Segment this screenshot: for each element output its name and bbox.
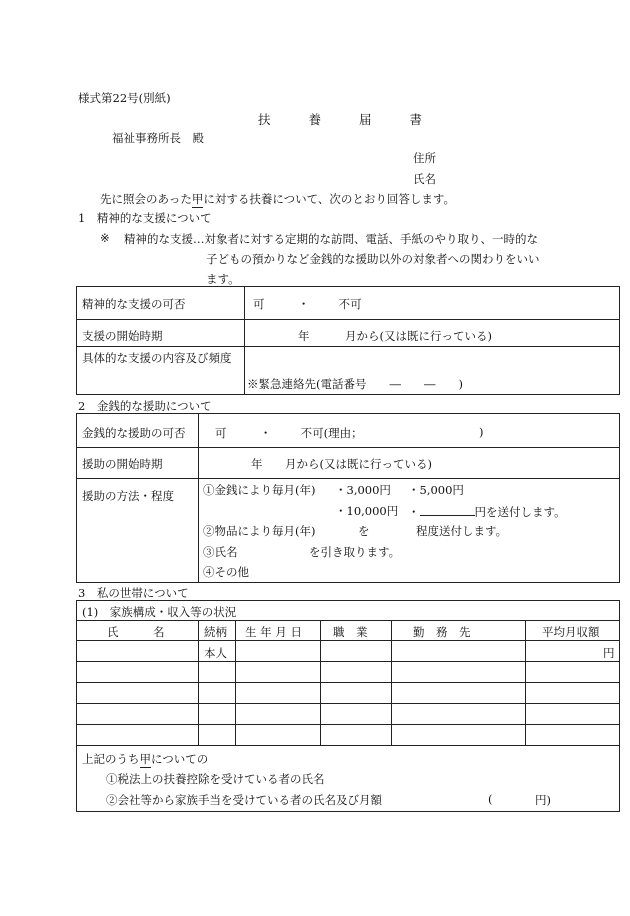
s2-option-custom-yen: 円を送付します。: [474, 505, 566, 519]
section1-note-mark: ※: [100, 231, 110, 245]
section1-note-line3: ます。: [206, 272, 240, 286]
s2-option-custom: [408, 503, 566, 520]
s1-row1-options: [253, 296, 362, 312]
document-title: [258, 110, 422, 128]
s1-row2-label: 支援の開始時期: [82, 329, 163, 343]
section1-note-line1: 精神的な支援…対象者に対する定期的な訪問、電話、手紙のやり取り、一時的な: [124, 232, 538, 246]
s3-item-family-allowance: ②会社等から家族手当を受けている者の氏名及び月額: [106, 793, 382, 807]
s2-custom-amount-blank[interactable]: [420, 503, 475, 516]
col-header-workplace: 勤 務 先: [413, 625, 471, 639]
s3-bottom-b: についての: [151, 752, 209, 766]
s2-row1-close-paren: ): [479, 425, 484, 439]
section1-heading: 1 精神的な支援について: [78, 211, 212, 225]
s2-row2-label: 援助の開始時期: [82, 457, 163, 471]
s2-row3-label: 援助の方法・程度: [82, 489, 174, 503]
s2-method-3-end: を引き取ります。: [309, 545, 401, 559]
title-char-4: 書: [409, 112, 422, 127]
intro-part-b: に対する扶養について、次のとおり回答します。: [203, 192, 456, 206]
intro-part-a: 先に照会のあった: [100, 192, 192, 206]
s2-method-3: ③氏名: [203, 545, 238, 559]
s3-bottom-ko: 甲: [139, 752, 151, 766]
row1-relation-self: 本人: [204, 646, 227, 660]
name-label: 氏名: [413, 172, 436, 186]
col-header-occupation: 職 業: [333, 625, 368, 639]
form-number: 様式第22号(別紙): [78, 91, 171, 105]
s2-method-2-wo: を: [358, 524, 370, 538]
s3-item-tax-deduction: ①税法上の扶養控除を受けている者の氏名: [106, 772, 325, 786]
s3-item2-paren-open: (: [488, 792, 493, 806]
s1-row2-month: 月から(又は既に行っている): [345, 329, 492, 343]
intro-text: [100, 191, 455, 208]
intro-ko: 甲: [191, 192, 204, 206]
s2-option-fuka[interactable]: 不可(理由；: [300, 426, 363, 440]
section1-table: [76, 286, 620, 395]
s2-method-1: ①金銭により毎月(年): [203, 483, 316, 497]
s2-option-3000[interactable]: ・3,000円: [335, 483, 391, 497]
s2-row2-month: 月から(又は既に行っている): [285, 457, 432, 471]
title-char-1: 扶: [258, 112, 271, 127]
s2-option-5000[interactable]: ・5,000円: [408, 483, 464, 497]
s3-item2-paren-close: 円): [535, 793, 551, 807]
s1-option-fuka[interactable]: 不可: [338, 297, 362, 311]
title-char-3: 届: [358, 112, 372, 127]
s2-option-dot: ・: [259, 426, 272, 440]
s2-method-2: ②物品により毎月(年): [203, 524, 316, 538]
s2-option-ka[interactable]: 可: [215, 426, 227, 440]
col-header-relation: 続柄: [204, 625, 227, 639]
address-label: 住所: [413, 151, 436, 165]
s1-option-dot: ・: [297, 297, 310, 311]
section1-note-line2: 子どもの預かりなど金銭的な援助以外の対象者への関わりをいい: [206, 252, 540, 266]
s2-row1-label: 金銭的な援助の可否: [82, 426, 186, 440]
title-char-2: 養: [308, 112, 321, 127]
section2-table: [76, 413, 620, 583]
s1-option-ka[interactable]: 可: [253, 297, 265, 311]
s1-row3-label: 具体的な支援の内容及び頻度: [82, 351, 232, 365]
s1-emergency-contact: ※緊急連絡先(電話番号 ― ― ): [247, 377, 463, 391]
section2-heading: 2 金銭的な援助について: [78, 399, 212, 413]
s2-row1-options: [215, 425, 363, 441]
s2-method-2-end: 程度送付します。: [416, 524, 508, 538]
col-header-name: 氏 名: [107, 625, 165, 639]
s2-method-4: ④その他: [203, 565, 249, 579]
section3-table: [76, 600, 620, 812]
section3-heading: 3 私の世帯について: [78, 586, 189, 600]
addressee: 福祉事務所長 殿: [112, 131, 204, 145]
s3-bottom-lead: [82, 751, 208, 768]
s1-row2-year: 年: [298, 329, 310, 343]
s3-bottom-a: 上記のうち: [82, 752, 140, 766]
s2-option-10000[interactable]: ・10,000円: [335, 504, 399, 518]
s2-row2-year: 年: [251, 457, 263, 471]
s2-option-custom-dot: ・: [408, 505, 420, 519]
row1-income-yen: 円: [603, 646, 615, 660]
s3-subheading: (1) 家族構成・収入等の状況: [82, 605, 237, 619]
s1-row1-label: 精神的な支援の可否: [82, 297, 186, 311]
col-header-income: 平均月収額: [542, 625, 600, 639]
col-header-birthdate: 生 年 月 日: [245, 625, 302, 639]
